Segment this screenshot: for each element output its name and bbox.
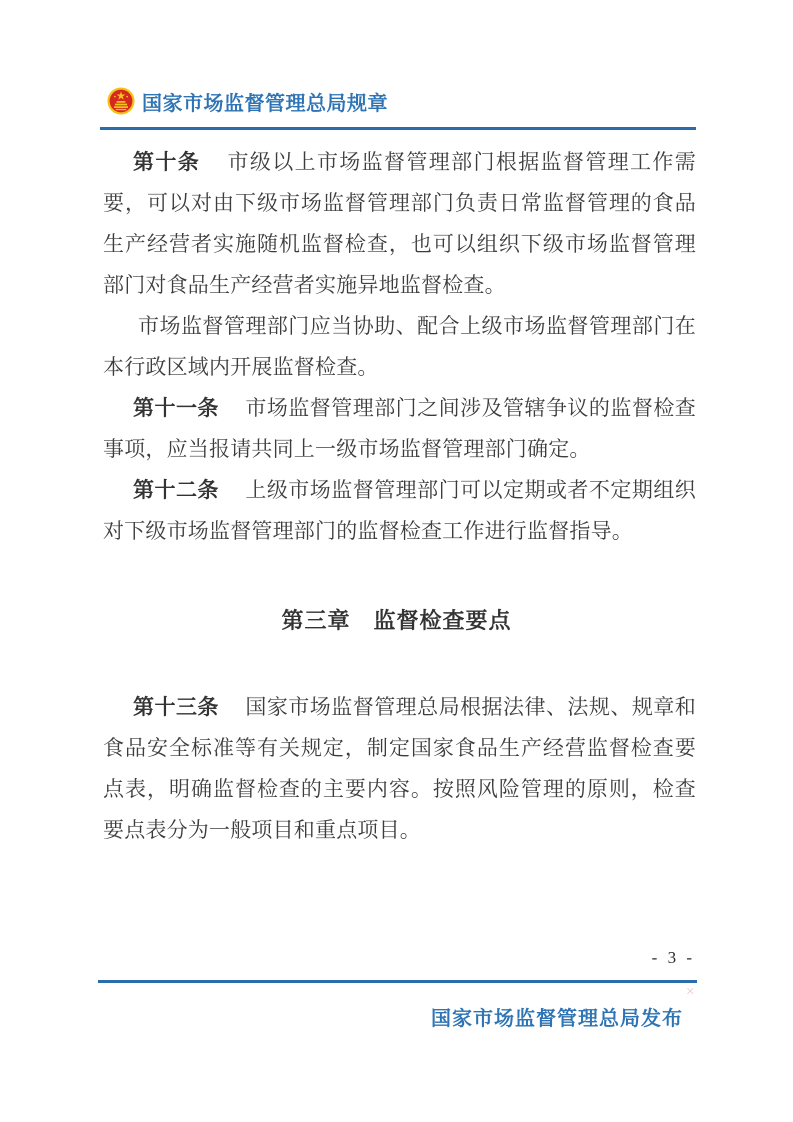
article-number: 第十条 — [133, 151, 201, 174]
paragraph-text: 市场监督管理部门之间涉及管辖争议的监督检查事项，应当报请共同上一级市场监督管理部门确定。 — [103, 396, 696, 461]
document-body — [103, 142, 696, 552]
publisher-line: 国家市场监督管理总局发布 — [431, 1008, 683, 1030]
paragraph-text: 上级市场监督管理部门可以定期或者不定期组织对下级市场监督管理部门的监督检查工作进行监督指导。 — [103, 478, 696, 543]
paragraph-text: 市级以上市场监督管理部门根据监督管理工作需要，可以对由下级市场监督管理部门负责日常监督管理的食品生产经营者实施随机监督检查，也可以组织下级市场监督管理部门对食品生产经营者实施异地监督检查。 — [103, 150, 696, 297]
paragraph-clause — [103, 306, 696, 388]
header-rule — [100, 127, 696, 130]
stray-mark: × — [686, 984, 695, 1000]
national-emblem-icon — [107, 87, 135, 115]
paragraph-article-11 — [103, 388, 696, 470]
paragraph-text: 国家市场监督管理总局根据法律、法规、规章和食品安全标准等有关规定，制定国家食品生产经营监督检查要点表，明确监督检查的主要内容。按照风险管理的原则，检查要点表分为一般项目和重点项目。 — [103, 695, 696, 842]
article-number: 第十二条 — [133, 479, 219, 502]
paragraph-article-12 — [103, 470, 696, 552]
document-body-continued — [103, 687, 696, 851]
article-number: 第十一条 — [133, 397, 219, 420]
paragraph-text: 市场监督管理部门应当协助、配合上级市场监督管理部门在本行政区域内开展监督检查。 — [103, 314, 696, 379]
paragraph-article-10 — [103, 142, 696, 306]
article-number: 第十三条 — [133, 696, 219, 719]
document-series-title: 国家市场监督管理总局规章 — [142, 92, 388, 115]
chapter-heading: 第三章 监督检查要点 — [281, 608, 512, 633]
paragraph-article-13 — [103, 687, 696, 851]
page-number: - 3 - — [651, 948, 695, 967]
footer-rule — [98, 980, 697, 983]
page-header — [107, 86, 388, 116]
